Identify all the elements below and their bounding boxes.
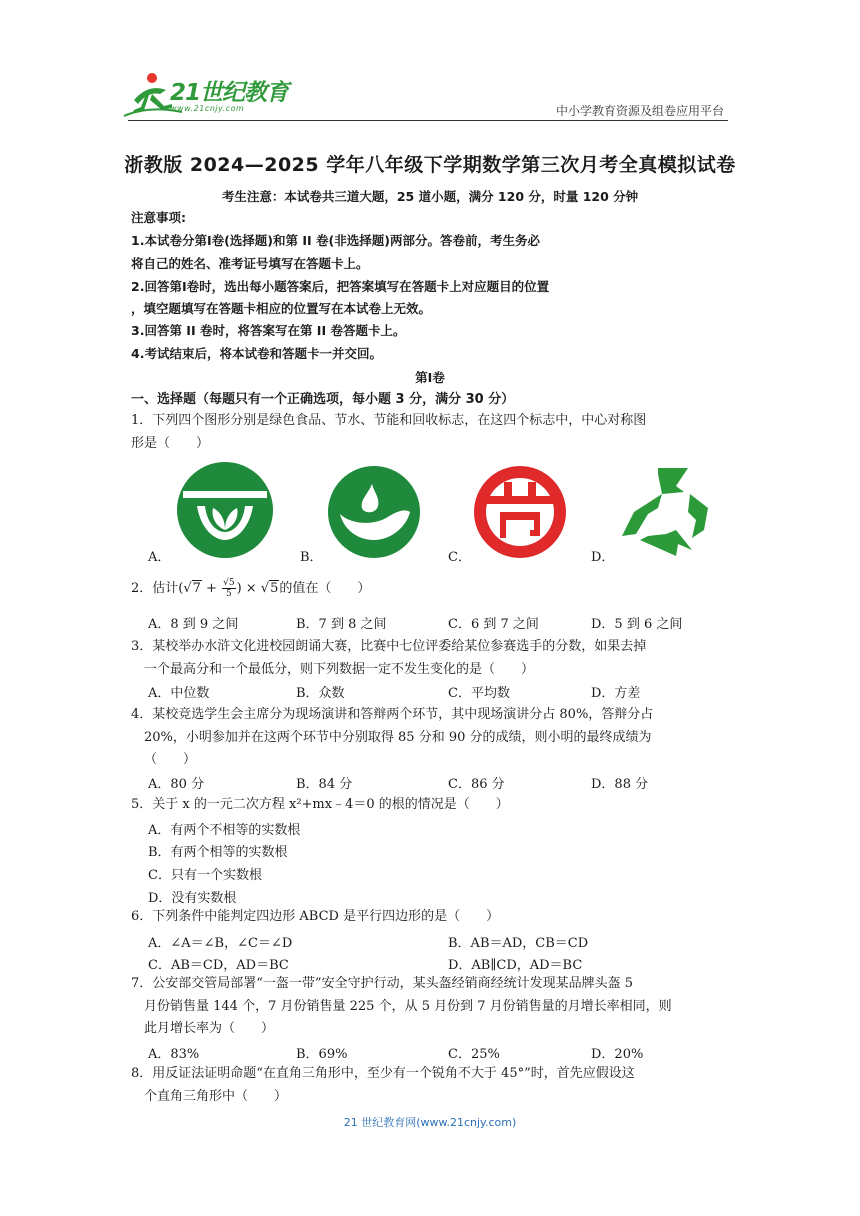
question-2: 2．估计(√7 + $\frac{√5}{5}$ ) × √5的值在（ ） bbox=[131, 578, 371, 599]
header-divider bbox=[128, 120, 728, 121]
question-2-fraction bbox=[222, 578, 235, 599]
question-4-line-2: 20%，小明参加并在这两个环节中分别取得 85 分和 90 分的成绩，则小明的最终成绩为 bbox=[144, 729, 652, 745]
question-2-option-c: C．6 到 7 之间 bbox=[448, 617, 539, 632]
question-6-line-1: 6．下列条件中能判定四边形 ABCD 是平行四边形的是（ ） bbox=[131, 909, 500, 924]
question-8-line-1: 8．用反证法证明命题“在直角三角形中，至少有一个锐角不大于 45°”时，首先应假设这 bbox=[131, 1066, 635, 1081]
question-2-option-b: B．7 到 8 之间 bbox=[296, 617, 387, 632]
question-8-line-2: 个直角三角形中（ ） bbox=[144, 1088, 288, 1104]
question-5 bbox=[131, 794, 731, 817]
question-1-figures bbox=[0, 458, 860, 568]
notice-line-6: 4.考试结束后，将本试卷和答题卡一并交回。 bbox=[131, 346, 382, 361]
part-title: 第Ⅰ卷 bbox=[415, 370, 445, 385]
question-7-line-3: 此月增长率为（ ） bbox=[144, 1021, 275, 1036]
question-4-line-1: 4．某校竞选学生会主席分为现场演讲和答辩两个环节，其中现场演讲分占 80%，答辩分占 bbox=[131, 707, 654, 722]
green-food-logo-icon bbox=[175, 460, 275, 560]
logo-url: www.21cnjy.com bbox=[170, 104, 245, 113]
question-2-times: ) × bbox=[236, 581, 261, 596]
question-2-sqrt7: 7 bbox=[192, 581, 201, 596]
exam-title: 浙教版 2024—2025 学年八年级下学期数学第三次月考全真模拟试卷 bbox=[124, 154, 736, 176]
question-2-frac-num: √5 bbox=[223, 578, 235, 588]
question-1-option-a: A． bbox=[148, 550, 171, 565]
question-3-option-a: A．中位数 bbox=[148, 686, 210, 701]
question-4-option-c: C．86 分 bbox=[448, 777, 505, 792]
notice-line-4: ，填空题填写在答题卡相应的位置写在本试卷上无效。 bbox=[131, 301, 432, 316]
notice-line-5: 3.回答第 II 卷时，将答案写在第 II 卷答题卡上。 bbox=[131, 323, 406, 338]
question-4-option-d: D．88 分 bbox=[591, 777, 649, 792]
platform-name: 中小学教育资源及组卷应用平台 bbox=[555, 104, 724, 118]
question-6-option-b: B．AB＝AD，CB＝CD bbox=[448, 936, 589, 951]
question-8 bbox=[131, 1063, 731, 1108]
recycle-logo-icon bbox=[618, 464, 714, 560]
question-1-line-2: 形是（ ） bbox=[131, 435, 210, 451]
question-4-line-3: （ ） bbox=[144, 752, 197, 767]
question-7-option-c: C．25% bbox=[448, 1047, 500, 1062]
footer-link[interactable]: 21 世纪教育网(www.21cnjy.com) bbox=[343, 1116, 517, 1129]
question-1-line-1: 1．下列四个图形分别是绿色食品、节水、节能和回收标志，在这四个标志中，中心对称图 bbox=[131, 413, 647, 428]
question-7-line-2: 月份销售量 144 个，7 月份销售量 225 个，从 5 月份到 7 月份销售量的月增长率相同，则 bbox=[144, 998, 672, 1014]
question-7 bbox=[131, 973, 731, 1041]
question-2-option-a: A．8 到 9 之间 bbox=[148, 617, 239, 632]
question-3-option-b: B．众数 bbox=[296, 686, 345, 701]
question-1-option-d: D． bbox=[591, 550, 615, 565]
question-2-frac-den: 5 bbox=[225, 589, 232, 599]
notice-line-1: 1.本试卷分第Ⅰ卷(选择题)和第 II 卷(非选择题)两部分。答卷前，考生务必 bbox=[131, 233, 540, 248]
notice-line-3: 2.回答第Ⅰ卷时，选出每小题答案后，把答案填写在答题卡上对应题目的位置 bbox=[131, 279, 550, 294]
notice-line-2: 将自己的姓名、准考证号填写在答题卡上。 bbox=[131, 256, 369, 271]
exam-subtitle: 考生注意：本试卷共三道大题，25 道小题，满分 120 分，时量 120 分钟 bbox=[221, 189, 639, 204]
question-6 bbox=[131, 906, 731, 929]
question-6-option-c: C．AB＝CD，AD＝BC bbox=[148, 958, 289, 973]
section-heading: 一、选择题（每题只有一个正确选项，每小题 3 分，满分 30 分） bbox=[131, 392, 515, 407]
water-saving-logo-icon bbox=[326, 464, 422, 560]
question-7-option-a: A．83% bbox=[148, 1047, 200, 1062]
question-4-option-b: B．84 分 bbox=[296, 777, 353, 792]
question-5-line-1: 5．关于 x 的一元二次方程 x²+mx﹣4＝0 的根的情况是（ ） bbox=[131, 797, 509, 812]
question-5-option-c: C．只有一个实数根 bbox=[148, 868, 262, 883]
question-2-suffix: 的值在（ ） bbox=[279, 581, 371, 596]
energy-saving-logo-icon bbox=[472, 464, 568, 560]
question-5-option-b: B．有两个相等的实数根 bbox=[148, 845, 288, 860]
question-6-option-a: A．∠A＝∠B，∠C＝∠D bbox=[148, 936, 293, 951]
question-7-line-1: 7．公安部交管局部署“一盔一带”安全守护行动，某头盔经销商经统计发现某品牌头盔 5 bbox=[131, 976, 633, 991]
question-3-line-2: 一个最高分和一个最低分，则下列数据一定不发生变化的是（ ） bbox=[144, 661, 535, 677]
question-3 bbox=[131, 636, 731, 681]
notice-heading: 注意事项: bbox=[131, 210, 186, 225]
question-1-option-b: B． bbox=[300, 550, 323, 565]
question-2-prefix: 2．估计( bbox=[131, 581, 184, 596]
question-7-option-b: B．69% bbox=[296, 1047, 348, 1062]
logo-text: 21世纪教育 bbox=[170, 80, 289, 106]
question-5-option-d: D．没有实数根 bbox=[148, 891, 237, 906]
question-2-plus: + bbox=[201, 581, 222, 596]
question-4 bbox=[131, 704, 731, 772]
question-5-option-a: A．有两个不相等的实数根 bbox=[148, 823, 301, 838]
question-6-option-d: D．AB∥CD，AD＝BC bbox=[448, 958, 583, 973]
question-1 bbox=[131, 410, 731, 455]
question-3-line-1: 3．某校举办水浒文化进校园朗诵大赛，比赛中七位评委给某位参赛选手的分数，如果去掉 bbox=[131, 639, 647, 654]
question-2-option-d: D．5 到 6 之间 bbox=[591, 617, 683, 632]
question-2-sqrt5: 5 bbox=[270, 581, 279, 596]
question-1-option-c: C． bbox=[448, 550, 471, 565]
question-4-option-a: A．80 分 bbox=[148, 777, 205, 792]
question-7-option-d: D．20% bbox=[591, 1047, 644, 1062]
question-3-option-d: D．方差 bbox=[591, 686, 641, 701]
question-3-option-c: C．平均数 bbox=[448, 686, 510, 701]
